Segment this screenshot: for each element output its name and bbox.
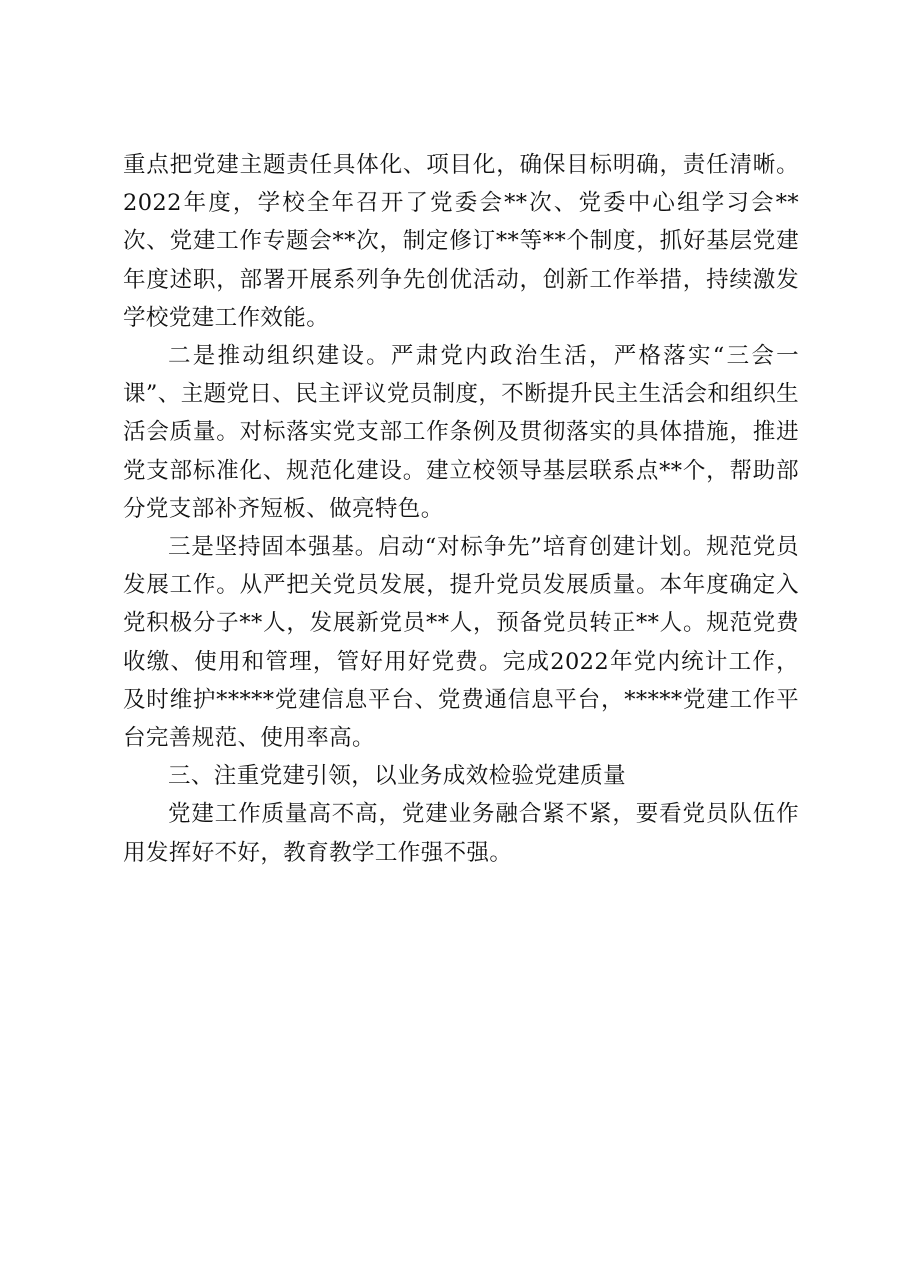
paragraph-party-building-quality: 党建工作质量高不高，党建业务融合紧不紧，要看党员队伍作用发挥好不好，教育教学工作强不强。 <box>123 801 799 866</box>
document-body <box>123 146 799 872</box>
paragraph-organization-building: 二是推动组织建设。严肃党内政治生活，严格落实“三会一课”、主题党日、民主评议党员制度，不断提升民主生活会和组织生活会质量。对标落实党支部工作条例及贯彻落实的具体措施，推进党支部标准化、规范化建设。建立校领导基层联系点**个，帮助部分党支部补齐短板、做亮特色。 <box>123 343 800 522</box>
section-heading: 三、注重党建引领，以业务成效检验党建质量 <box>168 763 627 790</box>
paragraph-continuation: 重点把党建主题责任具体化、项目化，确保目标明确，责任清晰。2022年度，学校全年召开了党委会**次、党委中心组学习会**次、党建工作专题会**次，制定修订**等**个制度，抓好基层党建年度述职，部署开展系列争先创优活动，创新工作举措，持续激发学校党建工作效能。 <box>123 152 799 331</box>
paragraph-consolidate-foundation: 三是坚持固本强基。启动“对标争先”培育创建计划。规范党员发展工作。从严把关党员发展，提升党员发展质量。本年度确定入党积极分子**人，发展新党员**人，预备党员转正**人。规范党费收缴、使用和管理，管好用好党费。完成2022年党内统计工作，及时维护*****党建信息平台、党费通信息平台，*****党建工作平台完善规范、使用率高。 <box>123 534 799 752</box>
